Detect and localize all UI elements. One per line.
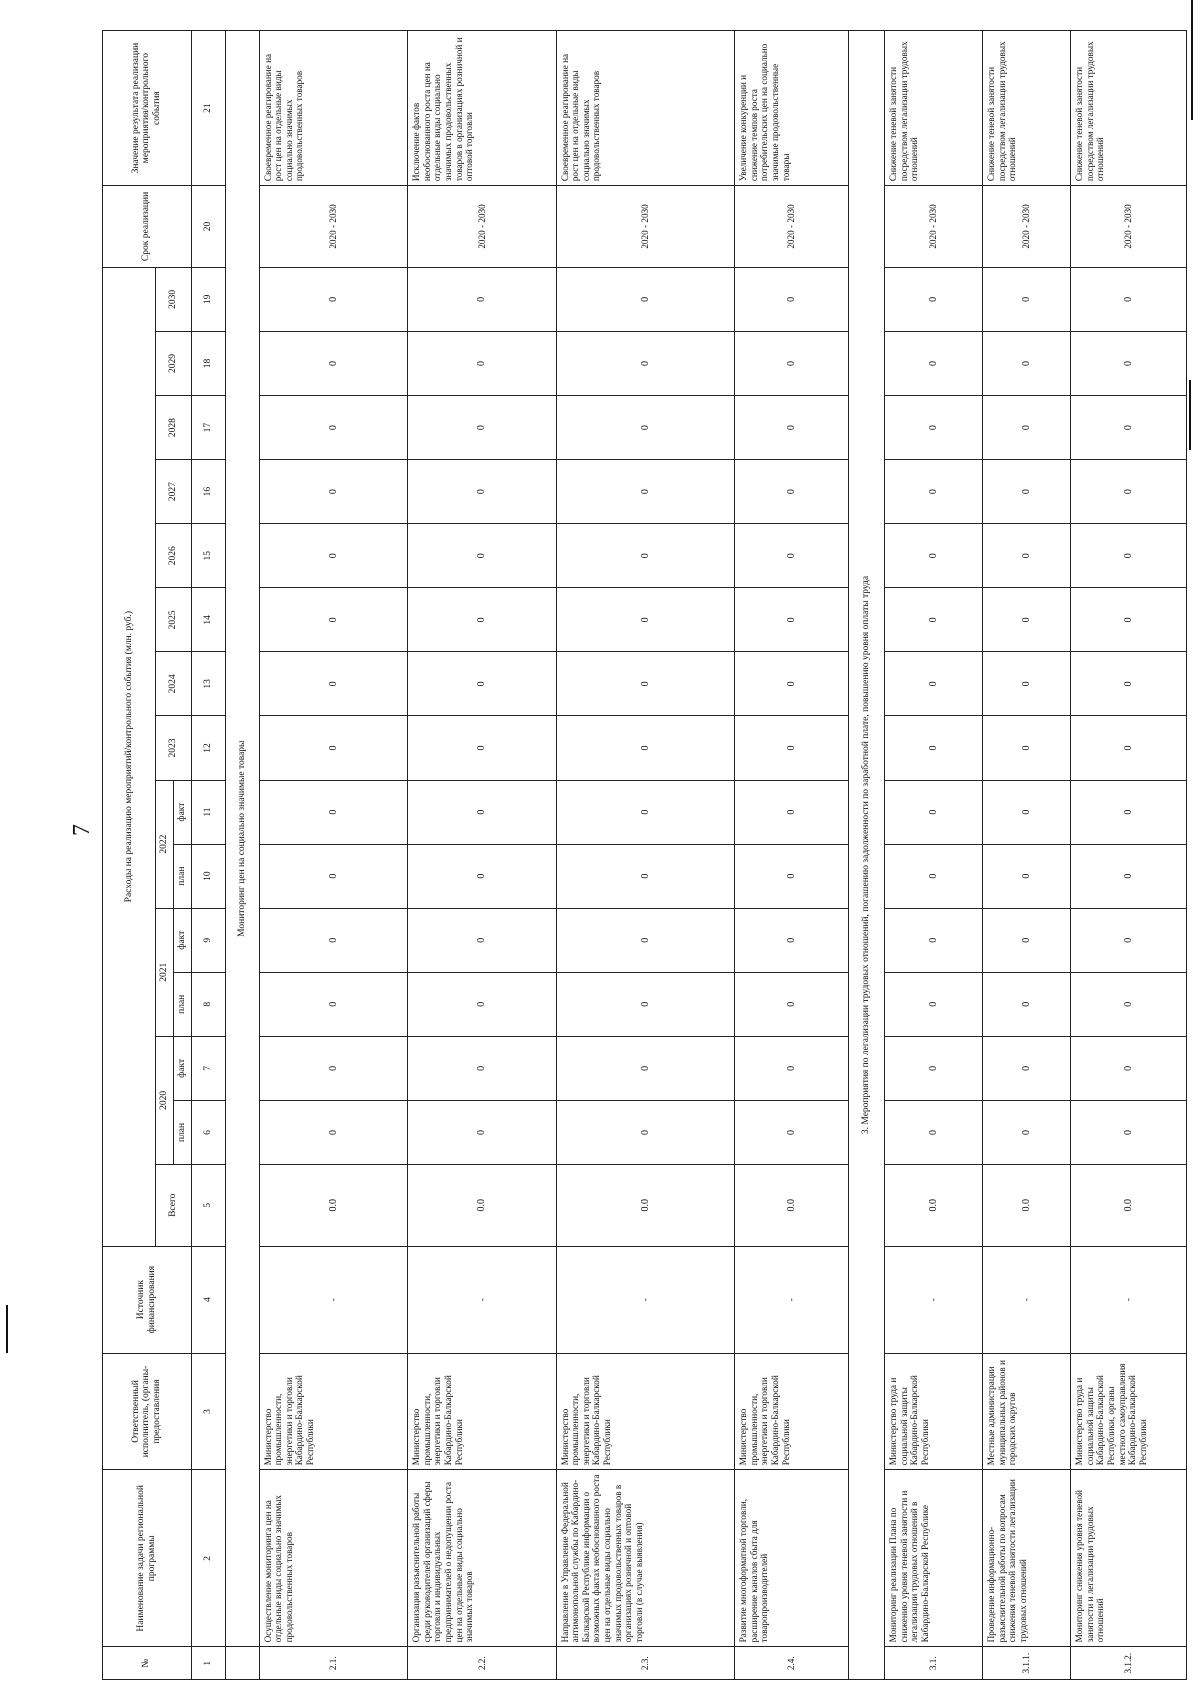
year-value: 0: [556, 460, 735, 524]
year-value: 0: [408, 716, 556, 780]
year-value: 0: [259, 524, 407, 588]
funding-source: -: [1071, 1246, 1187, 1353]
result: Исключение фактов необоснованного роста цен на отдельные виды социально значимых продовольственных товаров в организациях розничной и оптовой торговли: [408, 31, 556, 186]
year-value: 0: [885, 972, 983, 1036]
row-number: 3.1.: [885, 1647, 983, 1680]
header-source: Источник финансирования: [103, 1246, 192, 1353]
year-value: 0: [408, 780, 556, 844]
header-total: Всего: [156, 1164, 192, 1246]
year-value: 0: [735, 331, 848, 395]
header-year-2024: 2024: [156, 652, 192, 716]
section-spacer: [225, 1647, 259, 1680]
year-value: 0: [259, 972, 407, 1036]
header-expenses: Расходы на реализацию мероприятий/контрольного события (млн. руб.): [103, 267, 156, 1246]
total-value: 0.0: [983, 1164, 1071, 1246]
funding-source: -: [556, 1246, 735, 1353]
year-value: 0: [735, 524, 848, 588]
year-value: 0: [408, 652, 556, 716]
header-year-2027: 2027: [156, 460, 192, 524]
year-value: 0: [1071, 524, 1187, 588]
year-value: 0: [983, 780, 1071, 844]
year-value: 0: [259, 396, 407, 460]
column-number: 16: [191, 460, 225, 524]
year-value: 0: [259, 908, 407, 972]
year-value: 0: [556, 972, 735, 1036]
year-value: 0: [983, 1036, 1071, 1100]
header-fact: факт: [173, 1036, 191, 1100]
year-value: 0: [735, 1036, 848, 1100]
column-number: 3: [191, 1353, 225, 1470]
year-value: 0: [983, 267, 1071, 331]
year-value: 0: [885, 524, 983, 588]
column-number: 9: [191, 908, 225, 972]
year-value: 0: [556, 396, 735, 460]
year-value: 0: [1071, 844, 1187, 908]
table-row: [885, 31, 983, 1680]
year-value: 0: [983, 652, 1071, 716]
header-year-2023: 2023: [156, 716, 192, 780]
year-value: 0: [735, 460, 848, 524]
total-value: 0.0: [408, 1164, 556, 1246]
header-fact: факт: [173, 780, 191, 844]
result: Своевременное реагирование на рост цен на отдельные виды социально значимых продовольственных товаров: [556, 31, 735, 186]
table-row: [735, 31, 848, 1680]
table-row: [1071, 31, 1187, 1680]
year-value: 0: [885, 460, 983, 524]
year-value: 0: [885, 1036, 983, 1100]
column-number: 21: [191, 31, 225, 186]
term: 2020 - 2030: [735, 186, 848, 268]
year-value: 0: [983, 396, 1071, 460]
table-row: [408, 31, 556, 1680]
column-number: 12: [191, 716, 225, 780]
total-value: 0.0: [259, 1164, 407, 1246]
year-value: 0: [408, 972, 556, 1036]
task-name: Мониторинг снижения уровня теневой занятости и легализации трудовых отношений: [1071, 1470, 1187, 1647]
column-number: 4: [191, 1246, 225, 1353]
year-value: 0: [259, 652, 407, 716]
result: Снижение теневой занятости посредством легализации трудовых отношений: [1071, 31, 1187, 186]
page-number: 7: [69, 824, 95, 836]
executor: Местные администрации муниципальных районов и городских округов: [983, 1353, 1071, 1470]
year-value: 0: [556, 844, 735, 908]
year-value: 0: [735, 780, 848, 844]
table-row: [259, 31, 407, 1680]
year-value: 0: [885, 844, 983, 908]
task-name: Направление в Управление Федеральной антимонопольной службы по Кабардино-Балкарской Республике информации о возможных фактах необоснованного роста цен на отдельные виды социально значимых продовольственных товаров в организациях розничной и оптовой торговли (в случае выявления): [556, 1470, 735, 1647]
year-value: 0: [885, 908, 983, 972]
year-value: 0: [408, 588, 556, 652]
year-value: 0: [259, 331, 407, 395]
total-value: 0.0: [556, 1164, 735, 1246]
table-body-section-3: [848, 31, 1186, 1680]
year-value: 0: [983, 588, 1071, 652]
header-year-2022: 2022: [156, 780, 174, 908]
row-number: 2.3.: [556, 1647, 735, 1680]
year-value: 0: [1071, 396, 1187, 460]
row-number: 2.2.: [408, 1647, 556, 1680]
task-name: Осуществление мониторинга цен на отдельные виды социально значимых продовольственных товаров: [259, 1470, 407, 1647]
year-value: 0: [983, 716, 1071, 780]
year-value: 0: [1071, 331, 1187, 395]
section-row: [848, 31, 884, 1680]
year-value: 0: [885, 1100, 983, 1164]
year-value: 0: [885, 588, 983, 652]
row-number: 3.1.2.: [1071, 1647, 1187, 1680]
year-value: 0: [259, 588, 407, 652]
column-number: 15: [191, 524, 225, 588]
year-value: 0: [885, 331, 983, 395]
year-value: 0: [885, 396, 983, 460]
section-title-monitoring: Мониторинг цен на социально значимые товары: [225, 31, 259, 1647]
year-value: 0: [1071, 460, 1187, 524]
section-title-labor: 3. Мероприятия по легализации трудовых отношений, погашению задолженности по заработной плате, повышению уровня оплаты труда: [848, 31, 884, 1680]
year-value: 0: [408, 331, 556, 395]
result: Снижение теневой занятости посредством легализации трудовых отношений: [983, 31, 1071, 186]
year-value: 0: [1071, 908, 1187, 972]
header-year-2030: 2030: [156, 267, 192, 331]
result: Своевременное реагирование на рост цен на отдельные виды социально значимых продовольственных товаров: [259, 31, 407, 186]
executor: Министерство промышленности, энергетики и торговли Кабардино-Балкарской Республики: [735, 1353, 848, 1470]
column-number: 5: [191, 1164, 225, 1246]
year-value: 0: [983, 331, 1071, 395]
header-fact: факт: [173, 908, 191, 972]
column-numbers-row: [191, 31, 225, 1680]
header-task: Наименование задачи региональной программы: [103, 1470, 192, 1647]
year-value: 0: [259, 460, 407, 524]
column-number: 20: [191, 186, 225, 268]
funding-source: -: [259, 1246, 407, 1353]
header-term: Срок реализации: [103, 186, 192, 268]
year-value: 0: [885, 652, 983, 716]
row-number: 2.4.: [735, 1647, 848, 1680]
year-value: 0: [259, 1100, 407, 1164]
row-number: 2.1.: [259, 1647, 407, 1680]
funding-source: -: [735, 1246, 848, 1353]
year-value: 0: [556, 1100, 735, 1164]
year-value: 0: [735, 972, 848, 1036]
task-name: Мониторинг реализации Плана по снижению уровня теневой занятости и легализации трудовых отношений в Кабардино-Балкарской Республике: [885, 1470, 983, 1647]
column-number: 1: [191, 1647, 225, 1680]
header-plan: план: [173, 972, 191, 1036]
column-number: 14: [191, 588, 225, 652]
header-result: Значение результата реализации мероприятия/контрольного события: [103, 31, 192, 186]
term: 2020 - 2030: [408, 186, 556, 268]
year-value: 0: [556, 588, 735, 652]
header-plan: план: [173, 1100, 191, 1164]
header-year-2028: 2028: [156, 396, 192, 460]
column-number: 19: [191, 267, 225, 331]
year-value: 0: [556, 267, 735, 331]
year-value: 0: [1071, 780, 1187, 844]
year-value: 0: [1071, 588, 1187, 652]
header-year-2026: 2026: [156, 524, 192, 588]
year-value: 0: [556, 1036, 735, 1100]
year-value: 0: [885, 780, 983, 844]
column-number: 10: [191, 844, 225, 908]
term: 2020 - 2030: [885, 186, 983, 268]
header-year-2025: 2025: [156, 588, 192, 652]
column-number: 11: [191, 780, 225, 844]
year-value: 0: [556, 780, 735, 844]
result: Увеличение конкуренции и снижение темпов роста потребительских цен на социально значимые продовольственные товары: [735, 31, 848, 186]
task-name: Проведение информационно-разъяснительной работы по вопросам снижения теневой занятости легализации трудовых отношений: [983, 1470, 1071, 1647]
rotated-table-wrapper: [102, 30, 1187, 1680]
column-number: 7: [191, 1036, 225, 1100]
year-value: 0: [556, 524, 735, 588]
term: 2020 - 2030: [1071, 186, 1187, 268]
executor: Министерство промышленности, энергетики и торговли Кабардино-Балкарской Республики: [556, 1353, 735, 1470]
column-number: 18: [191, 331, 225, 395]
task-name: Развитие многоформатной торговли, расширение каналов сбыта для товаропроизводителей: [735, 1470, 848, 1647]
task-name: Организация разъяснительной работы среди руководителей организаций сферы торговли и индивидуальных предпринимателей о недопущении роста цен на отдельные виды социально значимых товаров: [408, 1470, 556, 1647]
column-number: 13: [191, 652, 225, 716]
year-value: 0: [983, 908, 1071, 972]
year-value: 0: [1071, 1100, 1187, 1164]
year-value: 0: [1071, 1036, 1187, 1100]
table-row: [556, 31, 735, 1680]
header-row-1: [103, 31, 156, 1680]
year-value: 0: [735, 716, 848, 780]
year-value: 0: [885, 267, 983, 331]
column-number: 6: [191, 1100, 225, 1164]
year-value: 0: [735, 267, 848, 331]
year-value: 0: [259, 267, 407, 331]
year-value: 0: [735, 908, 848, 972]
scan-edge-mark: [1191, 0, 1193, 120]
executor: Министерство промышленности, энергетики и торговли Кабардино-Балкарской Республики: [259, 1353, 407, 1470]
year-value: 0: [1071, 972, 1187, 1036]
scan-edge-mark: [1189, 380, 1191, 450]
year-value: 0: [259, 1036, 407, 1100]
expenditure-table: [102, 30, 1187, 1680]
year-value: 0: [259, 844, 407, 908]
year-value: 0: [1071, 267, 1187, 331]
section-row: [225, 31, 259, 1680]
year-value: 0: [556, 908, 735, 972]
year-value: 0: [983, 1100, 1071, 1164]
year-value: 0: [1071, 716, 1187, 780]
header-year-2029: 2029: [156, 331, 192, 395]
year-value: 0: [983, 844, 1071, 908]
year-value: 0: [735, 1100, 848, 1164]
header-year-2020: 2020: [156, 1036, 174, 1164]
year-value: 0: [983, 460, 1071, 524]
year-value: 0: [408, 1100, 556, 1164]
total-value: 0.0: [735, 1164, 848, 1246]
year-value: 0: [983, 524, 1071, 588]
year-value: 0: [408, 396, 556, 460]
scan-edge-mark: [6, 1305, 8, 1353]
term: 2020 - 2030: [556, 186, 735, 268]
executor: Министерство труда и социальной защиты Кабардино-Балкарской Республики, органы местного самоуправления Кабардино-Балкарской Республики: [1071, 1353, 1187, 1470]
year-value: 0: [735, 588, 848, 652]
year-value: 0: [735, 844, 848, 908]
executor: Министерство промышленности, энергетики и торговли Кабардино-Балкарской Республики: [408, 1353, 556, 1470]
year-value: 0: [556, 652, 735, 716]
year-value: 0: [259, 780, 407, 844]
year-value: 0: [408, 1036, 556, 1100]
row-number: 3.1.1.: [983, 1647, 1071, 1680]
header-num: №: [103, 1647, 192, 1680]
total-value: 0.0: [1071, 1164, 1187, 1246]
header-executor: Ответственный исполнитель, (органы-предоставления: [103, 1353, 192, 1470]
year-value: 0: [556, 331, 735, 395]
year-value: 0: [735, 652, 848, 716]
table-row: [983, 31, 1071, 1680]
year-value: 0: [408, 908, 556, 972]
year-value: 0: [885, 716, 983, 780]
funding-source: -: [408, 1246, 556, 1353]
year-value: 0: [983, 972, 1071, 1036]
funding-source: -: [983, 1246, 1071, 1353]
column-number: 2: [191, 1470, 225, 1647]
funding-source: -: [885, 1246, 983, 1353]
year-value: 0: [408, 460, 556, 524]
year-value: 0: [1071, 652, 1187, 716]
term: 2020 - 2030: [983, 186, 1071, 268]
year-value: 0: [408, 524, 556, 588]
header-year-2021: 2021: [156, 908, 174, 1036]
column-number: 8: [191, 972, 225, 1036]
total-value: 0.0: [885, 1164, 983, 1246]
year-value: 0: [556, 716, 735, 780]
year-value: 0: [259, 716, 407, 780]
column-number: 17: [191, 396, 225, 460]
result: Снижение теневой занятости посредством легализации трудовых отношений: [885, 31, 983, 186]
table-body-section-2: [191, 31, 848, 1680]
year-value: 0: [408, 844, 556, 908]
year-value: 0: [735, 396, 848, 460]
executor: Министерство труда и социальной защиты Кабардино-Балкарской Республики: [885, 1353, 983, 1470]
year-value: 0: [408, 267, 556, 331]
header-plan: план: [173, 844, 191, 908]
term: 2020 - 2030: [259, 186, 407, 268]
